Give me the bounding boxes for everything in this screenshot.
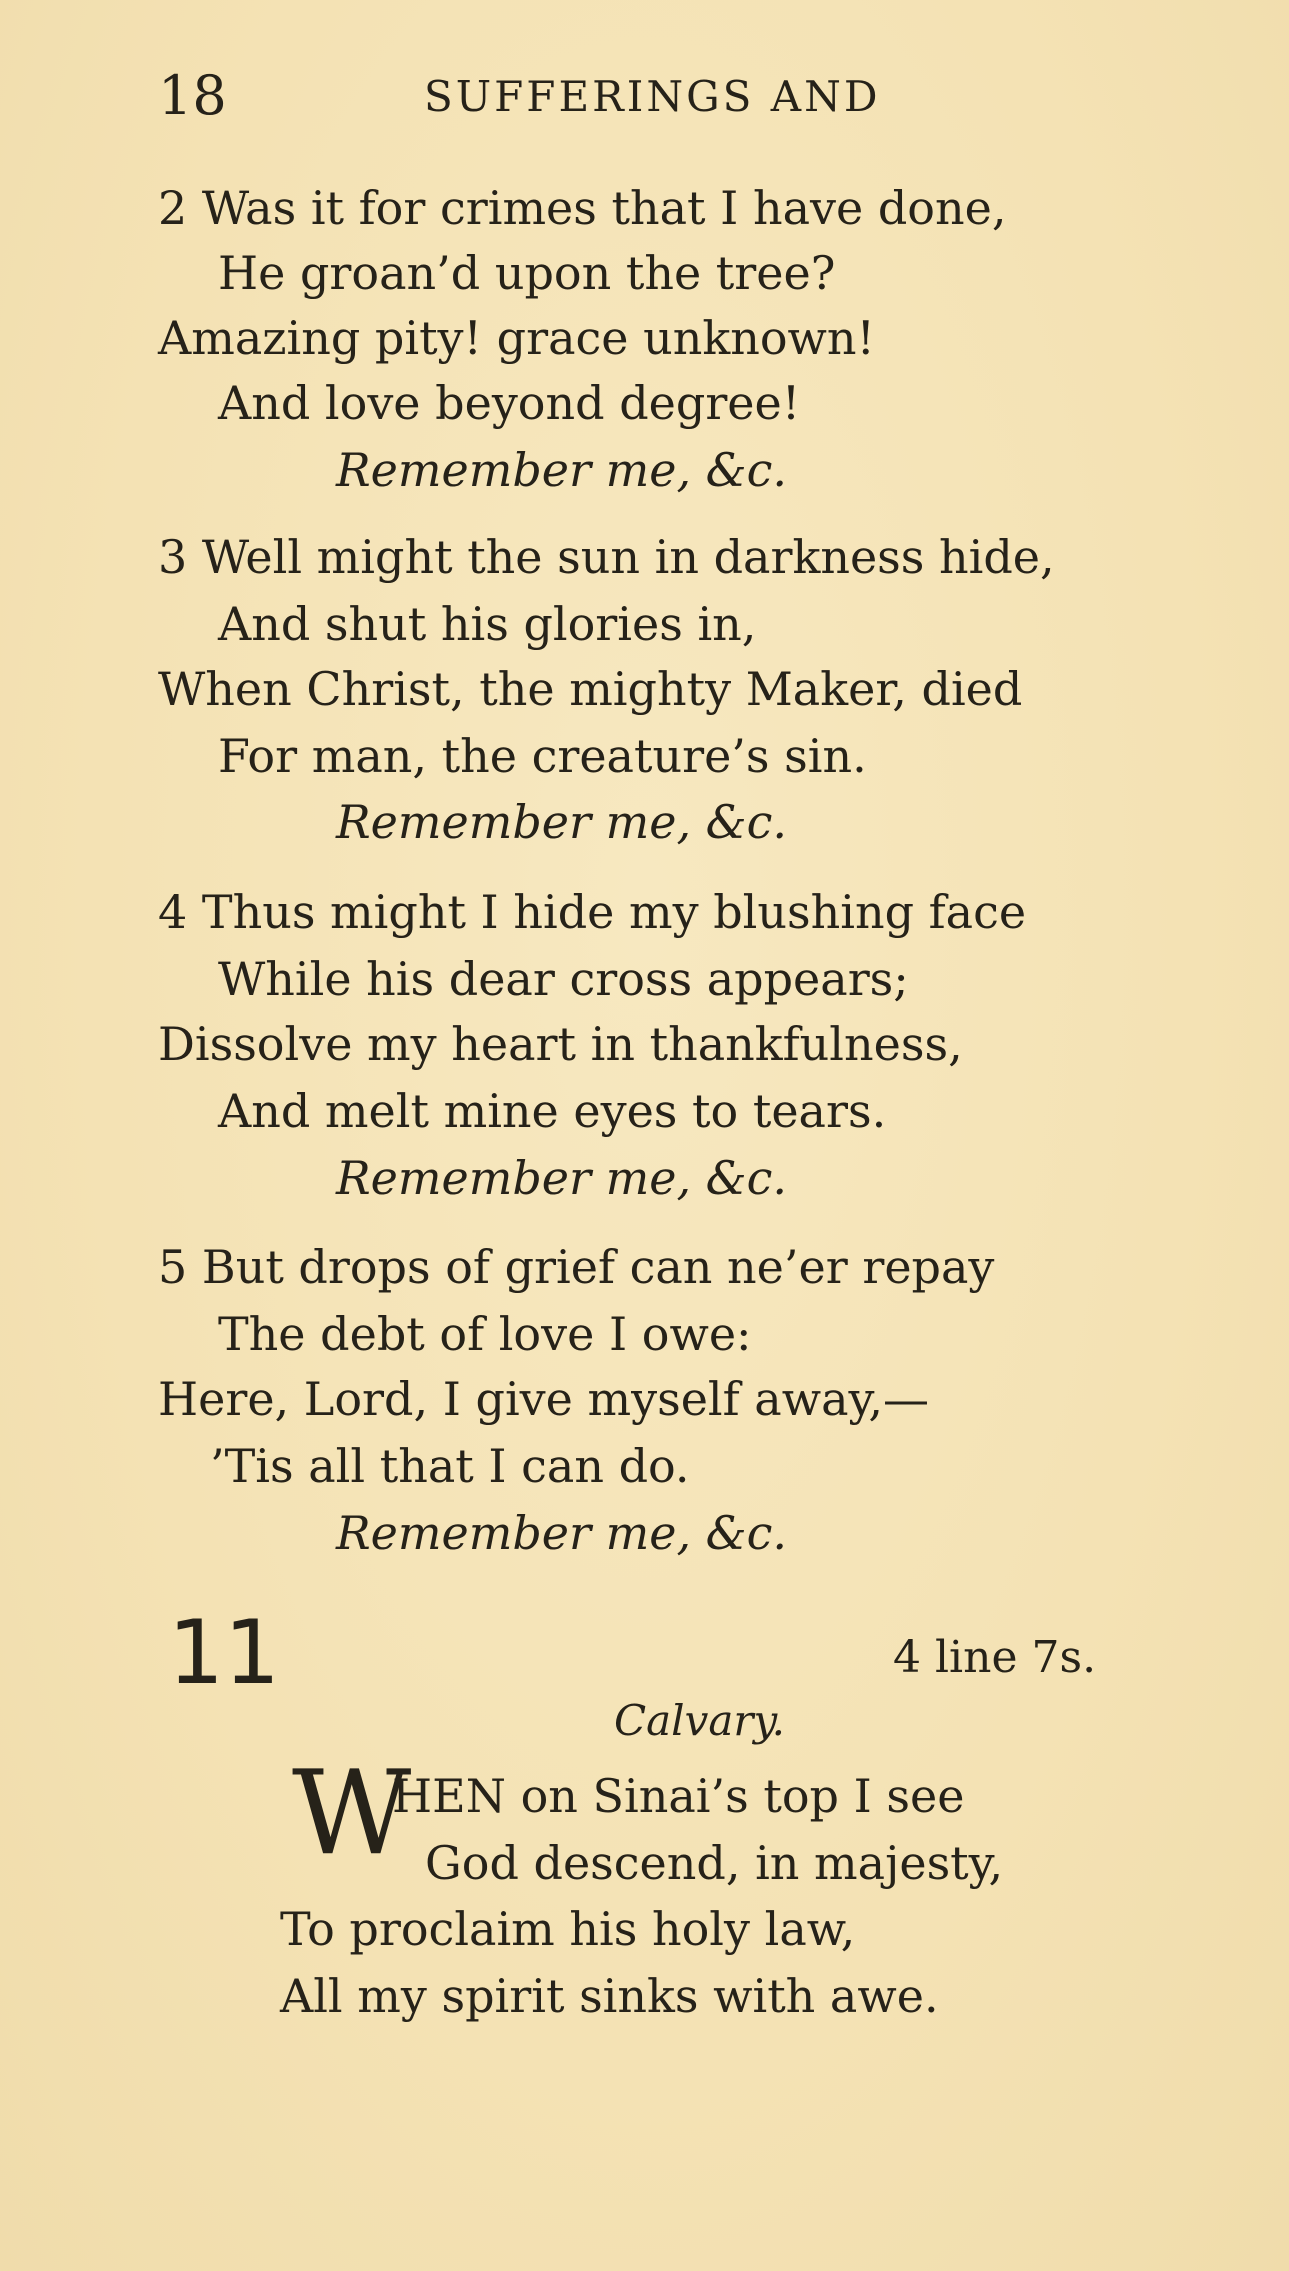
- verse-4-line-4: And melt mine eyes to tears.: [218, 1084, 887, 1138]
- drop-cap: W: [292, 1746, 412, 1881]
- hymn-number: 11: [168, 1601, 280, 1704]
- page-number: 18: [158, 64, 227, 127]
- verse-2-refrain: Remember me, &c.: [336, 443, 788, 497]
- verse-3-line-1: 3 Well might the sun in darkness hide,: [158, 530, 1055, 584]
- verse-5-line-4: ’Tis all that I can do.: [210, 1439, 690, 1493]
- verse-3-refrain: Remember me, &c.: [336, 795, 788, 849]
- hymn-line-2: God descend, in majesty,: [425, 1836, 1004, 1890]
- verse-2-line-4: And love beyond degree!: [218, 376, 801, 430]
- hymn-line-1: HEN on Sinai’s top I see: [392, 1769, 965, 1823]
- hymn-line-4: All my spirit sinks with awe.: [280, 1969, 939, 2023]
- verse-2-line-2: He groan’d upon the tree?: [218, 246, 836, 300]
- hymn-line-3: To proclaim his holy law,: [280, 1902, 856, 1956]
- verse-5-refrain: Remember me, &c.: [336, 1506, 788, 1560]
- verse-3-line-3: When Christ, the mighty Maker, died: [158, 662, 1023, 716]
- verse-4-line-1: 4 Thus might I hide my blushing face: [158, 885, 1027, 939]
- verse-4-refrain: Remember me, &c.: [336, 1151, 788, 1205]
- hymn-tune: Calvary.: [614, 1696, 785, 1745]
- verse-2-line-3: Amazing pity! grace unknown!: [158, 311, 876, 365]
- verse-4-line-3: Dissolve my heart in thankfulness,: [158, 1017, 963, 1071]
- verse-5-line-1: 5 But drops of grief can ne’er repay: [158, 1240, 995, 1294]
- verse-5-line-2: The debt of love I owe:: [218, 1307, 752, 1361]
- verse-5-line-3: Here, Lord, I give myself away,—: [158, 1372, 930, 1426]
- running-head: SUFFERINGS AND: [424, 72, 881, 121]
- hymn-meter: 4 line 7s.: [893, 1632, 1097, 1683]
- verse-2-line-1: 2 Was it for crimes that I have done,: [158, 181, 1007, 235]
- verse-4-line-2: While his dear cross appears;: [218, 952, 909, 1006]
- verse-3-line-2: And shut his glories in,: [218, 597, 757, 651]
- verse-3-line-4: For man, the creature’s sin.: [218, 729, 867, 783]
